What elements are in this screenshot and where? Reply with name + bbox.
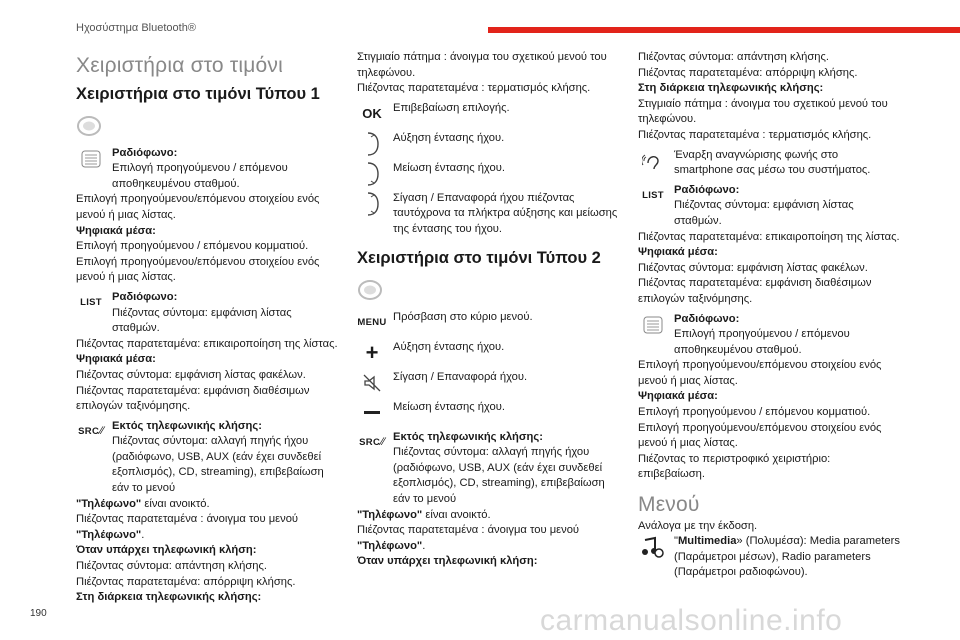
entry-text: Πιέζοντας παρατεταμένα : άνοιγμα του μενού bbox=[357, 524, 580, 537]
entry-minus bbox=[357, 400, 619, 426]
multimedia-label: Multimedia bbox=[677, 535, 737, 548]
phone-menu-ref: "Τηλέφωνο" bbox=[357, 539, 423, 552]
entry-text: Επιλογή προηγούμενου / επόμενου κομματιού. bbox=[76, 240, 309, 253]
subtitle-type2: Χειριστήρια στο τιμόνι Τύπου 2 bbox=[357, 248, 601, 267]
entry-text: Πιέζοντας παρατεταμένα: απόρριψη κλήσης. bbox=[76, 575, 296, 588]
entry-text: Σίγαση / Επαναφορά ήχου πιέζοντας ταυτόχρονα τα πλήκτρα αύξησης και μείωσης της έντασης του ήχου. bbox=[393, 191, 618, 235]
list-label: LIST bbox=[80, 297, 102, 309]
entry-heading: Ψηφιακά μέσα: bbox=[638, 246, 718, 259]
column-3 bbox=[638, 50, 900, 581]
punctuation: . bbox=[422, 539, 426, 552]
plus-icon: + bbox=[365, 339, 379, 365]
entry-text: Πιέζοντας το περιστροφικό χειριστήριο: επιβεβαίωση. bbox=[638, 452, 831, 481]
entry-text: Πιέζοντας παρατεταμένα: απόρριψη κλήσης. bbox=[638, 66, 858, 79]
watermark: carmanualsonline.info bbox=[540, 604, 843, 637]
phone-icon: ∕∕ bbox=[100, 424, 104, 437]
section-title: Χειριστήρια στο τιμόνι bbox=[76, 54, 283, 77]
entry-text: Ανάλογα με την έκδοση. bbox=[638, 519, 758, 532]
entry-thumbwheel bbox=[638, 312, 900, 359]
entry-text: Μείωση έντασης ήχου. bbox=[393, 161, 505, 174]
entry-text: Πιέζοντας σύντομα: αλλαγή πηγής ήχου (ραδιόφωνο, USB, AUX (εάν έχει συνδεθεί εξοπλισμός), CD, streaming), επιβεβαίωση εάν το μενού bbox=[393, 446, 605, 505]
entry-mute bbox=[357, 191, 619, 238]
entry-text: Επιλογή προηγούμενου/επόμενου στοιχείου ενός μενού ή μιας λίστας. bbox=[76, 255, 320, 284]
entry-text: Επιβεβαίωση επιλογής. bbox=[393, 101, 510, 114]
src-label: SRC bbox=[359, 436, 381, 448]
phone-icon: ∕∕ bbox=[381, 435, 385, 448]
mute-speaker-icon bbox=[357, 370, 387, 396]
entry-text: Πιέζοντας σύντομα: εμφάνιση λίστας φακέλων. bbox=[76, 368, 306, 381]
entry-volume-down bbox=[357, 161, 619, 187]
subtitle-type1: Χειριστήρια στο τιμόνι Τύπου 1 bbox=[76, 84, 320, 103]
running-header: Ηχοσύστημα Bluetooth® bbox=[76, 22, 196, 34]
entry-text: Πιέζοντας παρατεταμένα: επικαιροποίηση της λίστας. bbox=[638, 230, 900, 243]
column-2 bbox=[357, 50, 619, 570]
entry-text: είναι ανοικτό. bbox=[422, 508, 491, 521]
entry-src-button bbox=[357, 430, 619, 508]
entry-text: Πιέζοντας παρατεταμένα : άνοιγμα του μενού bbox=[76, 513, 299, 526]
steering-control-icon bbox=[76, 115, 102, 137]
steering-control-icon-row bbox=[76, 110, 338, 142]
entry-text: Πιέζοντας παρατεταμένα : τερματισμός κλήσης. bbox=[357, 82, 591, 95]
src-label: SRC bbox=[78, 425, 100, 437]
entry-heading: Ραδιόφωνο: bbox=[112, 146, 178, 159]
thumbwheel-icon bbox=[638, 312, 668, 338]
header-accent-bar bbox=[488, 27, 960, 33]
entry-text: Επιλογή προηγούμενου / επόμενου αποθηκευμένου σταθμού. bbox=[112, 162, 288, 190]
entry-heading: Εκτός τηλεφωνικής κλήσης: bbox=[393, 430, 543, 443]
entry-heading: Ψηφιακά μέσα: bbox=[76, 353, 156, 366]
menu-label: MENU bbox=[357, 316, 387, 328]
entry-heading: Στη διάρκεια τηλεφωνικής κλήσης: bbox=[638, 82, 824, 95]
list-label: LIST bbox=[642, 189, 664, 201]
entry-text: Επιλογή προηγούμενου / επόμενου κομματιού. bbox=[638, 406, 871, 419]
entry-text: Πιέζοντας σύντομα: απάντηση κλήσης. bbox=[638, 51, 830, 63]
entry-text: Στιγμιαίο πάτημα : άνοιγμα του σχετικού μενού του τηλεφώνου. bbox=[357, 51, 607, 79]
entry-src-button bbox=[76, 419, 338, 497]
phone-menu-ref: "Τηλέφωνο" bbox=[76, 497, 142, 510]
entry-text: Πιέζοντας σύντομα: εμφάνιση λίστας σταθμών. bbox=[112, 306, 292, 335]
entry-text: Πιέζοντας παρατεταμένα: εμφάνιση διαθέσιμων επιλογών ταξινόμησης. bbox=[76, 384, 310, 413]
entry-text: » (Πολυμέσα): Media parameters (Παράμετροι μέσων), Radio parameters (Παράμετροι ραδιοφώνου). bbox=[674, 535, 900, 579]
entry-text: Πιέζοντας σύντομα: απάντηση κλήσης. bbox=[76, 560, 268, 573]
volume-down-icon bbox=[357, 161, 387, 187]
entry-text: Σίγαση / Επαναφορά ήχου. bbox=[393, 370, 528, 383]
entry-volume-up bbox=[357, 131, 619, 157]
steering-control-icon bbox=[357, 279, 383, 301]
entry-plus bbox=[357, 340, 619, 366]
entry-heading: Στη διάρκεια τηλεφωνικής κλήσης: bbox=[76, 591, 262, 604]
entry-voice bbox=[638, 148, 900, 179]
entry-ok bbox=[357, 101, 619, 127]
entry-heading: Εκτός τηλεφωνικής κλήσης: bbox=[112, 419, 262, 432]
entry-text: Πιέζοντας παρατεταμένα : τερματισμός κλήσης. bbox=[638, 128, 872, 141]
ok-label: OK bbox=[362, 105, 382, 121]
menu-section-title: Μενού bbox=[638, 493, 700, 517]
entry-text: Πιέζοντας παρατεταμένα: επικαιροποίηση της λίστας. bbox=[76, 337, 338, 350]
entry-text: Αύξηση έντασης ήχου. bbox=[393, 131, 505, 144]
steering-control-icon-row bbox=[357, 274, 619, 306]
thumbwheel-icon bbox=[76, 146, 106, 172]
entry-text: Επιλογή προηγούμενου/επόμενου στοιχείου ενός μενού ή μιας λίστας. bbox=[638, 359, 882, 387]
entry-heading: Ψηφιακά μέσα: bbox=[638, 390, 718, 403]
entry-text: Πιέζοντας σύντομα: εμφάνιση λίστας σταθμών. bbox=[674, 199, 854, 227]
entry-text: Μείωση έντασης ήχου. bbox=[393, 400, 505, 413]
entry-mute2 bbox=[357, 370, 619, 396]
minus-icon bbox=[357, 400, 387, 426]
entry-text: Πιέζοντας σύντομα: εμφάνιση λίστας φακέλων. bbox=[638, 261, 868, 274]
entry-menu bbox=[357, 310, 619, 336]
page-number: 190 bbox=[30, 608, 47, 619]
entry-text: Πιέζοντας παρατεταμένα: εμφάνιση διαθέσιμων επιλογών ταξινόμησης. bbox=[638, 277, 872, 305]
entry-heading: Όταν υπάρχει τηλεφωνική κλήση: bbox=[76, 544, 257, 557]
entry-text: Επιλογή προηγούμενου / επόμενου αποθηκευμένου σταθμού. bbox=[674, 328, 850, 356]
mute-buttons-icon bbox=[357, 191, 387, 217]
entry-multimedia bbox=[638, 534, 900, 581]
entry-list-button bbox=[638, 183, 900, 230]
entry-text: Πιέζοντας σύντομα: αλλαγή πηγής ήχου (ραδιόφωνο, USB, AUX (εάν έχει συνδεθεί εξοπλισμός), CD, streaming), επιβεβαίωση εάν το μενού bbox=[112, 435, 324, 495]
voice-recognition-icon bbox=[638, 148, 668, 174]
entry-heading: Ραδιόφωνο: bbox=[674, 312, 740, 325]
entry-list-button bbox=[76, 290, 338, 337]
volume-up-icon bbox=[357, 131, 387, 157]
entry-heading: Ψηφιακά μέσα: bbox=[76, 224, 156, 237]
entry-text: Έναρξη αναγνώρισης φωνής στο smartphone σας μέσω του συστήματος. bbox=[674, 148, 871, 177]
entry-heading: Ραδιόφωνο: bbox=[112, 290, 178, 303]
quote-mark: " bbox=[674, 535, 678, 548]
phone-menu-ref: "Τηλέφωνο" bbox=[76, 528, 142, 541]
entry-text: Αύξηση έντασης ήχου. bbox=[393, 340, 505, 353]
punctuation: . bbox=[141, 528, 145, 541]
entry-text: είναι ανοικτό. bbox=[141, 497, 210, 510]
entry-text: Στιγμιαίο πάτημα : άνοιγμα του σχετικού μενού του τηλεφώνου. bbox=[638, 97, 888, 126]
column-1 bbox=[76, 50, 338, 606]
entry-thumbwheel bbox=[76, 146, 338, 193]
multimedia-icon bbox=[638, 534, 668, 560]
entry-heading: Όταν υπάρχει τηλεφωνική κλήση: bbox=[357, 555, 538, 568]
phone-menu-ref: "Τηλέφωνο" bbox=[357, 508, 423, 521]
entry-text: Επιλογή προηγούμενου/επόμενου στοιχείου ενός μενού ή μιας λίστας. bbox=[76, 193, 320, 221]
entry-text: Πρόσβαση στο κύριο μενού. bbox=[393, 310, 533, 323]
entry-text: Επιλογή προηγούμενου/επόμενου στοιχείου ενός μενού ή μιας λίστας. bbox=[638, 421, 882, 450]
entry-heading: Ραδιόφωνο: bbox=[674, 183, 740, 196]
